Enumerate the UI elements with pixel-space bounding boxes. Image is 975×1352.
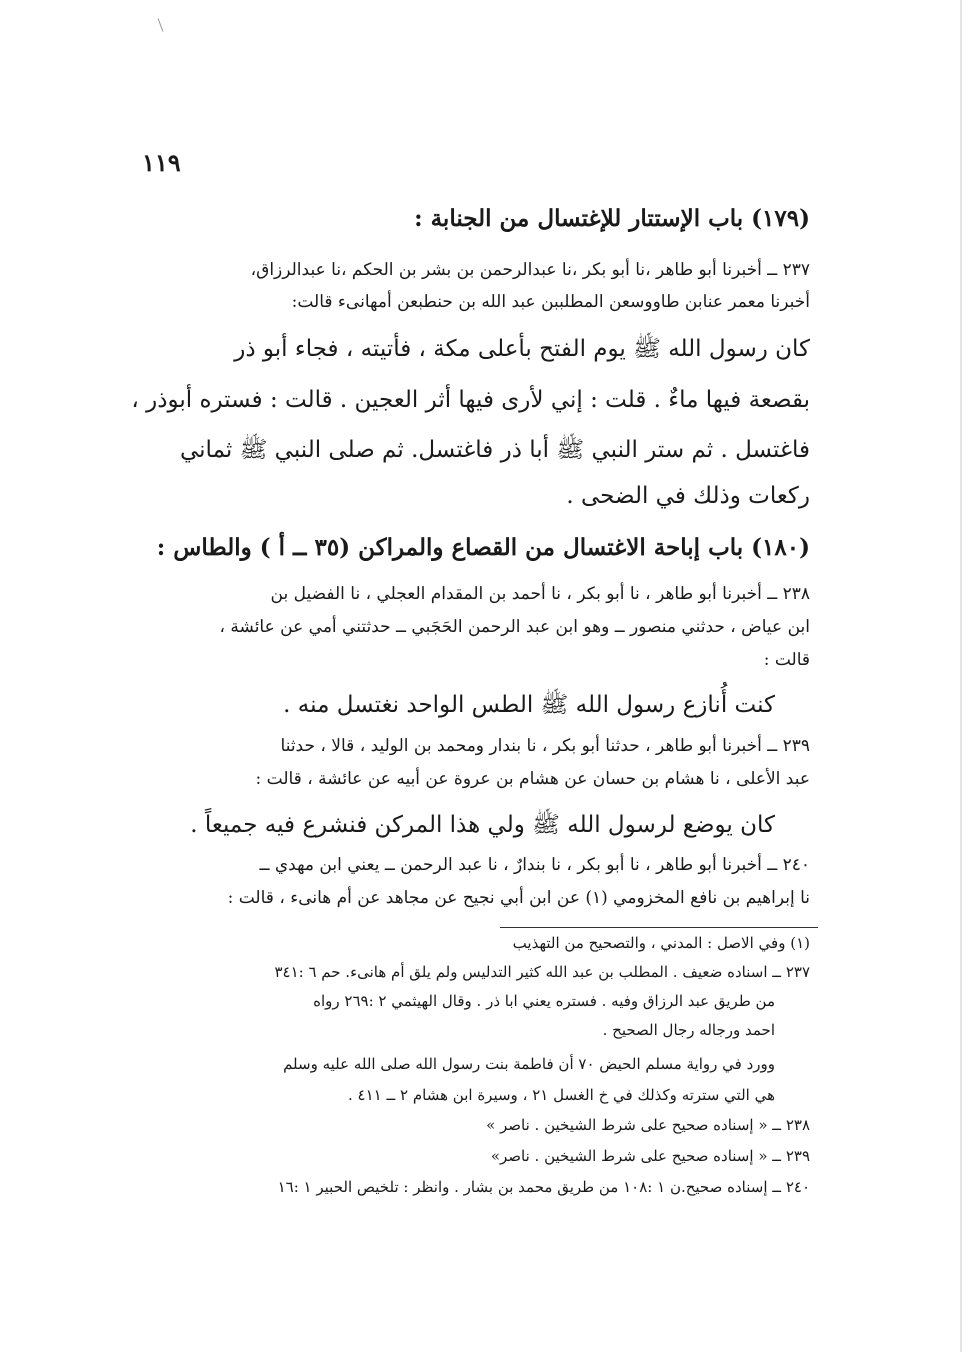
footnote-line: ٢٣٧ ــ اسناده ضعيف . المطلب بن عبد الله كثير التدليس ولم يلق أم هانىء. حم ٦ :٣٤١ bbox=[274, 963, 810, 981]
footnote-line: وورد في رواية مسلم الحيض ٧٠ أن فاطمة بنت رسول الله صلى الله عليه وسلم bbox=[283, 1055, 775, 1073]
footnote-line: من طريق عبد الرزاق وفيه . فستره يعني ابا ذر . وقال الهيثمي ٢ :٢٦٩ رواه bbox=[313, 992, 775, 1010]
isnad-line: ٢٤٠ ــ أخبرنا أبو طاهر ، نا أبو بكر ، نا بندارٌ ، نا عبد الرحمن ــ يعني ابن مهدي ــ bbox=[259, 855, 810, 875]
footnote-line: احمد ورجاله رجال الصحيح . bbox=[602, 1021, 775, 1039]
isnad-line: أخبرنا معمر عنابن طاووسعن المطلببن عبد الله بن حنطبعن أمهانىء قالت: bbox=[291, 292, 810, 312]
footnote-line: هي التي سترته وكذلك في خ الغسل ٢١ ، وسيرة ابن هشام ٢ ــ ٤١١ . bbox=[348, 1086, 775, 1104]
isnad-line: قالت : bbox=[763, 650, 810, 670]
page-number: ١١٩ bbox=[142, 148, 181, 177]
isnad-line: ٢٣٨ ــ أخبرنا أبو طاهر ، نا أبو بكر ، نا أحمد بن المقدام العجلي ، نا الفضيل بن bbox=[270, 584, 810, 604]
footnote-line: (١) وفي الاصل : المدني ، والتصحيح من التهذيب bbox=[512, 934, 810, 952]
footnote-line: ٢٣٨ ــ « إسناده صحيح على شرط الشيخين . ناصر » bbox=[486, 1116, 810, 1134]
matn-line: بقصعة فيها ماءٌ . قلت : إني لأرى فيها أثر العجين . قالت : فستره أبوذر ، bbox=[131, 387, 810, 413]
section-heading-179: (١٧٩) باب الإستتار للإغتسال من الجنابة : bbox=[414, 205, 810, 232]
matn-line: كان يوضع لرسول الله ﷺ ولي هذا المركن فنشرع فيه جميعاً . bbox=[190, 812, 775, 838]
scan-edge bbox=[960, 0, 962, 1352]
isnad-line: ٢٣٩ ــ أخبرنا أبو طاهر ، حدثنا أبو بكر ، نا بندار ومحمد بن الوليد ، قالا ، حدثنا bbox=[280, 736, 810, 756]
matn-line: كان رسول الله ﷺ يوم الفتح بأعلى مكة ، فأتيته ، فجاء أبو ذر bbox=[234, 336, 810, 362]
isnad-line: عبد الأعلى ، نا هشام بن حسان عن هشام بن عروة عن أبيه عن عائشة ، قالت : bbox=[255, 769, 810, 789]
matn-line: فاغتسل . ثم ستر النبي ﷺ أبا ذر فاغتسل. ثم صلى النبي ﷺ ثماني bbox=[179, 437, 810, 463]
section-heading-180: (١٨٠) باب إباحة الاغتسال من القصاع والمراكن (٣٥ ــ أ ) والطاس : bbox=[156, 534, 810, 561]
footnote-line: ٢٤٠ ــ إسناده صحيح.ن ١ :١٠٨ من طريق محمد بن بشار . وانظر : تلخيص الحبير ١ :١٦ bbox=[277, 1178, 810, 1196]
footnote-separator bbox=[500, 927, 818, 928]
matn-line: ركعات وذلك في الضحى . bbox=[566, 483, 810, 509]
matn-line: كنت أُنازع رسول الله ﷺ الطس الواحد نغتسل منه . bbox=[283, 692, 775, 718]
isnad-line: ٢٣٧ ــ أخبرنا أبو طاهر ،نا أبو بكر ،نا عبدالرحمن بن بشر بن الحكم ،نا عبدالرزاق، bbox=[250, 260, 810, 280]
isnad-line: نا إبراهيم بن نافع المخزومي (١) عن ابن أبي نجيح عن مجاهد عن أم هانىء ، قالت : bbox=[227, 888, 810, 908]
footnote-line: ٢٣٩ ــ « إسناده صحيح على شرط الشيخين . ناصر» bbox=[490, 1147, 810, 1165]
isnad-line: ابن عياض ، حدثني منصور ــ وهو ابن عبد الرحمن الحَجَبي ــ حدثتني أمي عن عائشة ، bbox=[219, 617, 810, 637]
scan-speck bbox=[158, 18, 164, 31]
